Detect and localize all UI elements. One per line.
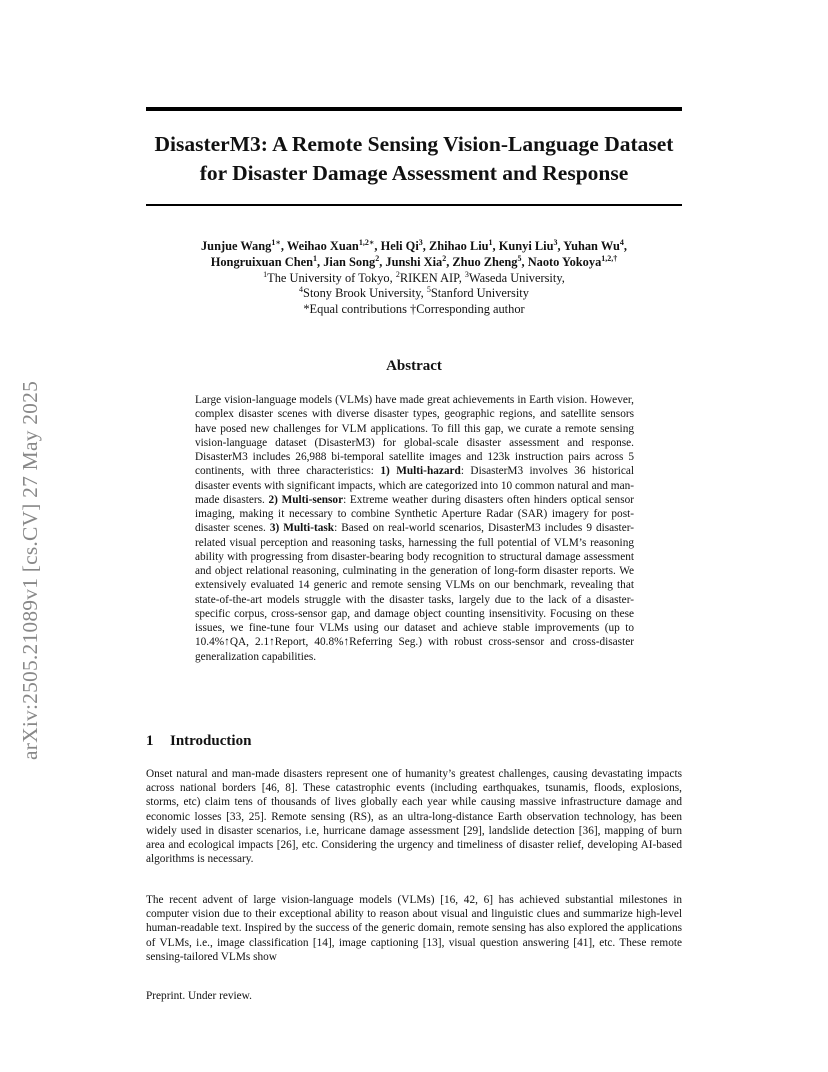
title-bottom-rule [146,204,682,206]
author: Zhihao Liu$^1$ [428,237,493,253]
section-title: Introduction [170,733,252,749]
author: Junjue Wang$^{1∗}$ [200,237,281,253]
top-rule [146,107,682,111]
author: Heli Qi$^3$ [380,237,423,253]
paper-title: DisasterM3: A Remote Sensing Vision-Language Dataset for Disaster Damage Assessment and Response [154,132,674,185]
author-line-1: Junjue Wang$^{1∗}$, Weihao Xuan$^{1,2∗}$, Heli Qi$^3$, Zhihao Liu$^1$, Kunyi Liu$^3$, Yuhan Wu$^4$, [200,237,627,253]
affiliation-line-2: $^4$Stony Brook University, $^5$Stanford University [299,285,529,301]
author: Yuhan Wu$^4$ [563,237,624,253]
footer-note: Preprint. Under review. [146,990,252,1002]
affiliation-line-1: $^1$The University of Tokyo, $^2$RIKEN AIP, $^3$Waseda University, [263,269,565,285]
abstract-heading: Abstract [386,358,442,374]
author: Weihao Xuan$^{1,2∗}$ [286,237,375,253]
section-number: 1 [146,733,154,749]
section-heading-introduction [146,733,251,750]
contribution-note: *Equal contributions †Corresponding author [303,302,525,317]
author: Junshi Xia$^2$ [385,253,447,269]
intro-paragraph: Onset natural and man-made disasters represent one of humanity’s greatest challenges, causing devastating impacts across national borders [46, 8]. These catastrophic events (including earthquakes, tsunamis, floods, explosions, storms, etc) claim tens of thousands of lives globally each year while causing massive infrastructure damage and economic losses [33, 25]. Remote sensing (RS), as an ultra-long-distance Earth observation technology, has been widely used in disaster scenarios, i.e, hurricane damage assessment [29], landslide detection [36], mapping of burn area and ecological impacts [26], etc. Considering the urgency and timeliness of disaster relief, developing AI-based algorithms is necessary. [146,768,682,866]
author: Kunyi Liu$^3$ [498,237,558,253]
author: Jian Song$^2$ [323,253,380,269]
intro-paragraph: The recent advent of large vision-language models (VLMs) [16, 42, 6] has achieved substantial milestones in computer vision due to their exceptional ability to reason about visual and linguistic clues and summarize high-level human-readable text. Inspired by the success of the generic domain, remote sensing has also explored the applications of VLMs, i.e., image classification [14], image captioning [13], visual question answering [41], etc. These remote sensing-tailored VLMs show [146,894,682,963]
arxiv-side-stamp: arXiv:2505.21089v1 [cs.CV] 27 May 2025 [18,380,42,760]
author: Hongruixuan Chen$^1$ [210,253,317,269]
author-block [146,239,682,318]
abstract-text: Large vision-language models (VLMs) have made great achievements in Earth vision. However, complex disaster scenes with diverse disaster types, geographic regions, and satellite sensors have posed new challenges for VLM applications. To fill this gap, we curate a remote sensing vision-language dataset (DisasterM3) for global-scale disaster assessment and response. DisasterM3 includes 26,988 bi-temporal satellite images and 123k instruction pairs across 5 continents, with three characteristics: 1) Multi-hazard: DisasterM3 involves 36 historical disaster events with significant impacts, which are categorized into 10 common natural and man-made disasters. 2) Multi-sensor: Extreme weather during disasters often hinders optical sensor imaging, making it necessary to combine Synthetic Aperture Radar (SAR) imagery for post-disaster scenes. 3) Multi-task: Based on real-world scenarios, DisasterM3 includes 9 disaster-related visual perception and reasoning tasks, harnessing the full potential of VLM’s reasoning ability with progressing from disaster-bearing body recognition to structural damage assessment and object relational reasoning, culminating in the generation of long-form disaster reports. We extensively evaluated 14 generic and remote sensing VLMs on our benchmark, revealing that state-of-the-art models struggle with the disaster tasks, largely due to the lack of a disaster-specific corpus, cross-sensor gap, and damage object counting insensitivity. Focusing on these issues, we fine-tune four VLMs using our dataset and achieve stable improvements (up to 10.4%↑QA, 2.1↑Report, 40.8%↑Referring Seg.) with robust cross-sensor and cross-disaster generalization capabilities. [195,394,635,663]
author: Naoto Yokoya$^{1,2,\dagger}$ [527,253,618,269]
author: Zhuo Zheng$^5$ [452,253,522,269]
author-line-2: Hongruixuan Chen$^1$, Jian Song$^2$, Junshi Xia$^2$, Zhuo Zheng$^5$, Naoto Yokoya$^{1,2,\dagger}$ [210,253,618,269]
